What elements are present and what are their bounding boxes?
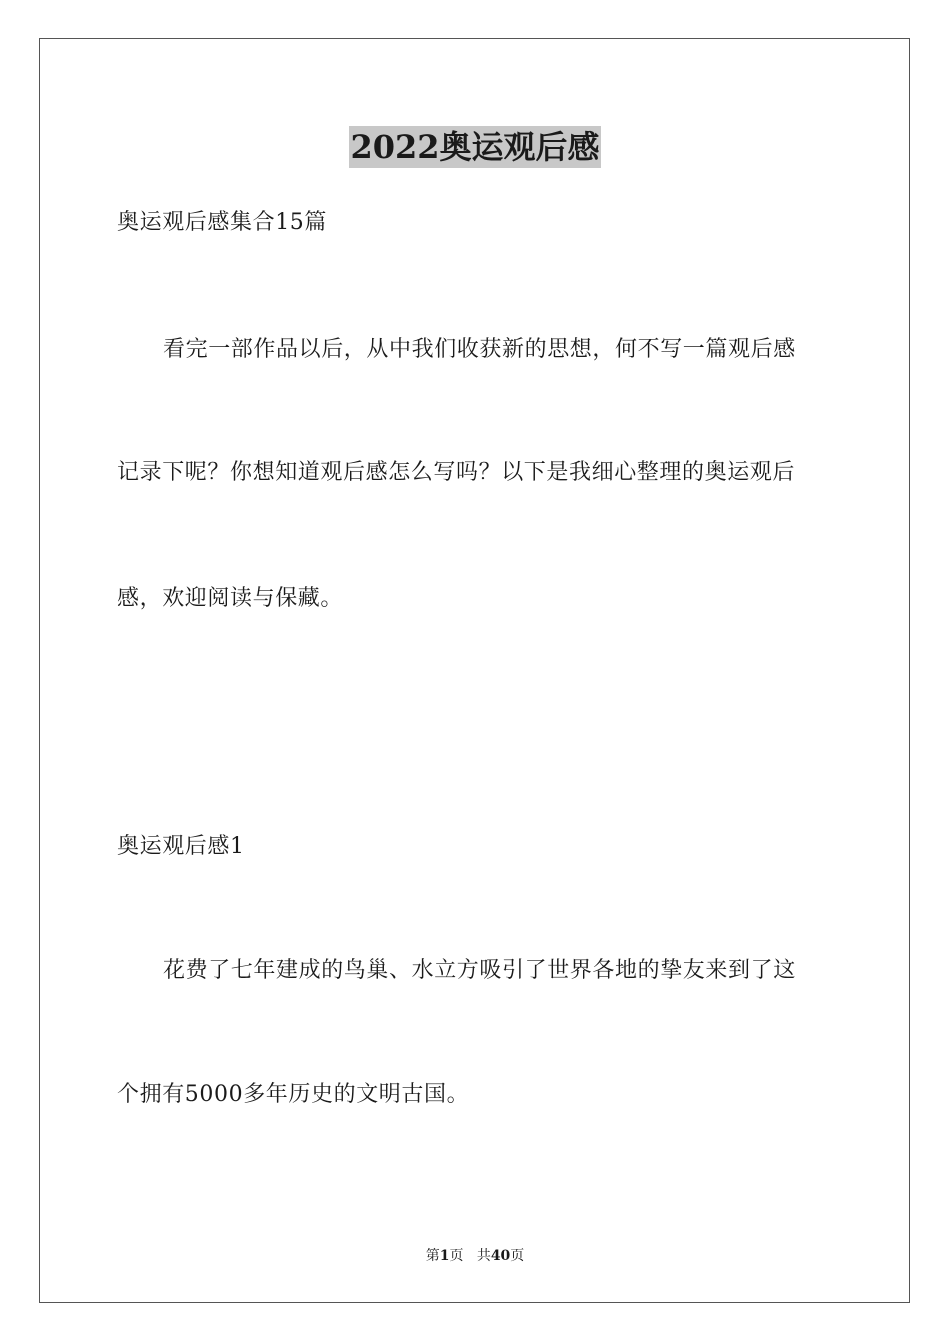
- page-prefix: 第: [425, 1248, 440, 1264]
- section-line-2: 个拥有5000多年历史的文明古国。: [117, 1082, 470, 1107]
- title-container: [0, 126, 950, 168]
- page-suffix: 页: [449, 1248, 464, 1264]
- page-footer: [0, 1246, 950, 1266]
- section-line-1: 花费了七年建成的鸟巢、水立方吸引了世界各地的挚友来到了这: [163, 958, 796, 983]
- document-title: 2022奥运观后感: [350, 128, 600, 166]
- total-pages: 40: [490, 1248, 511, 1264]
- total-suffix: 页: [510, 1248, 525, 1264]
- intro-line-3: 感，欢迎阅读与保藏。: [117, 586, 344, 611]
- intro-line-2: 记录下呢？你想知道观后感怎么写吗？以下是我细心整理的奥运观后: [117, 460, 796, 485]
- intro-line-1: 看完一部作品以后，从中我们收获新的思想，何不写一篇观后感: [163, 337, 796, 362]
- section-heading: 奥运观后感1: [117, 834, 245, 859]
- total-prefix: 共: [476, 1248, 491, 1264]
- document-subtitle: 奥运观后感集合15篇: [117, 210, 327, 235]
- page-number: 1: [439, 1248, 450, 1264]
